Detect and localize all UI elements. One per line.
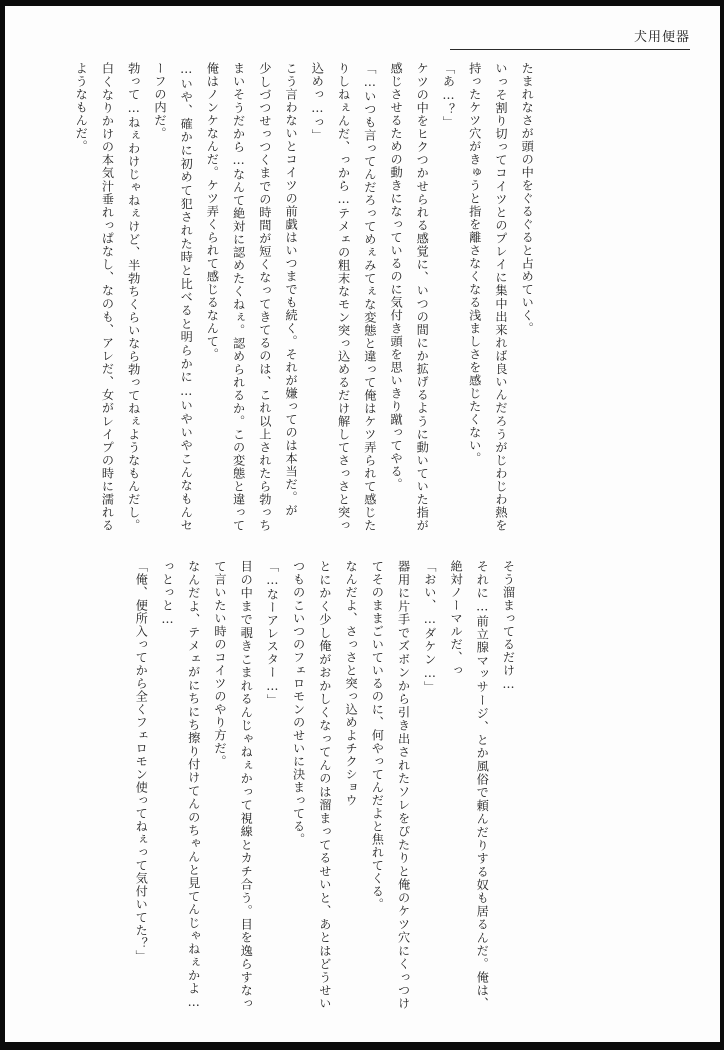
running-title: 犬用便器	[633, 30, 690, 45]
paragraph: こう言わないとコイツの前戯はいつまでも続く。それが嫌ってのは本当だ。が	[284, 62, 299, 517]
paragraph: ケツの中をヒクつかせられる感覚に、いつの間にか拡げるように動いていた指が感じさせるための動きになっているのに気付き頭を思いきり蹴ってやる。	[389, 62, 430, 532]
paragraph: 「あ…？」	[441, 62, 456, 129]
upper-vertical-text	[68, 62, 540, 532]
scan-edge-top	[0, 0, 724, 6]
paragraph: それに…前立腺マッサージ、とか風俗で頼んだりする奴も居るんだ。俺は、絶対ノーマルだ、っ	[449, 560, 490, 1010]
page-header	[450, 26, 690, 50]
upper-text-block	[68, 62, 688, 532]
paragraph: 器用に片手でズボンから引き出されたソレをぴたりと俺のケツ穴にくっつけてそのままごいているのに、何やってんだよと焦れてくる。	[370, 560, 411, 1010]
paragraph: なんだよ、テメェがにちにち擦り付けてんのちゃんと見てんじゃねぇかよ…っとっと…	[160, 560, 201, 1010]
paragraph: …いや、確かに初めて犯された時と比べると明らかに…いやいやこんなもんセーフの内だ。	[152, 62, 194, 532]
paragraph: いっそ割り切ってコイツとのプレイに集中出来れば良いんだろうがじわじわ熱を持ったケツ穴がきゅうと指を離さなくなる浅ましさを感じたくない。	[467, 62, 508, 532]
header-rule	[450, 49, 690, 50]
paragraph: とにかく少し俺がおかしくなってんのは溜まってるせいと、あとはどうせいつものこいつのフェロモンのせいに決まってる。	[291, 560, 332, 1010]
paragraph: なんだよ、さっさと突っ込めよチクショウ	[344, 560, 359, 807]
paragraph: 「俺、便所入ってから全くフェロモン使ってねぇって気付いてた？」	[134, 560, 149, 963]
paragraph: 目の中まで覗きこまれるんじゃねぇかって視線とカチ合う。目を逸らすなって言いたい時のコイツのやり方だ。	[212, 560, 254, 1010]
paragraph: 勃って…ねぇわけじゃねぇけど、半勃ちくらいなら勃ってねぇようなもんだし。白くなりかけの本気汁垂れっぱなし、なのも、アレだ、女がレイプの時に濡れるようなもんだ。	[74, 62, 141, 532]
paragraph: 「…いつも言ってんだろってめぇみてぇな変態と違って俺はケツ弄られて感じたりしねぇんだ、っから…テメェの粗末なモン突っ込めるだけ解してさっさと突っ込めっ…っ」	[310, 62, 377, 532]
scan-edge-left	[0, 0, 5, 1050]
paragraph: そう溜まってるだけ…	[501, 560, 516, 692]
paragraph: 「…なーアレスター…」	[265, 560, 280, 707]
lower-vertical-text	[128, 560, 522, 1010]
scan-edge-right	[720, 0, 724, 1050]
paragraph: たまれなさが頭の中をぐるぐると占めていく。	[520, 62, 535, 335]
paragraph: 「おい、…ダケン…」	[422, 560, 437, 694]
paragraph: 少しづつせっつくまでの時間が短くなってきてるのは、これ以上されたら勃っちまいそうだから…なんて絶対に認めたくねぇ。認められるか。この変態と違って俺はノンケなんだ。ケツ弄くられて感じるなんて。	[205, 62, 272, 532]
lower-text-block	[128, 560, 688, 1010]
scan-edge-bottom	[0, 1042, 724, 1050]
